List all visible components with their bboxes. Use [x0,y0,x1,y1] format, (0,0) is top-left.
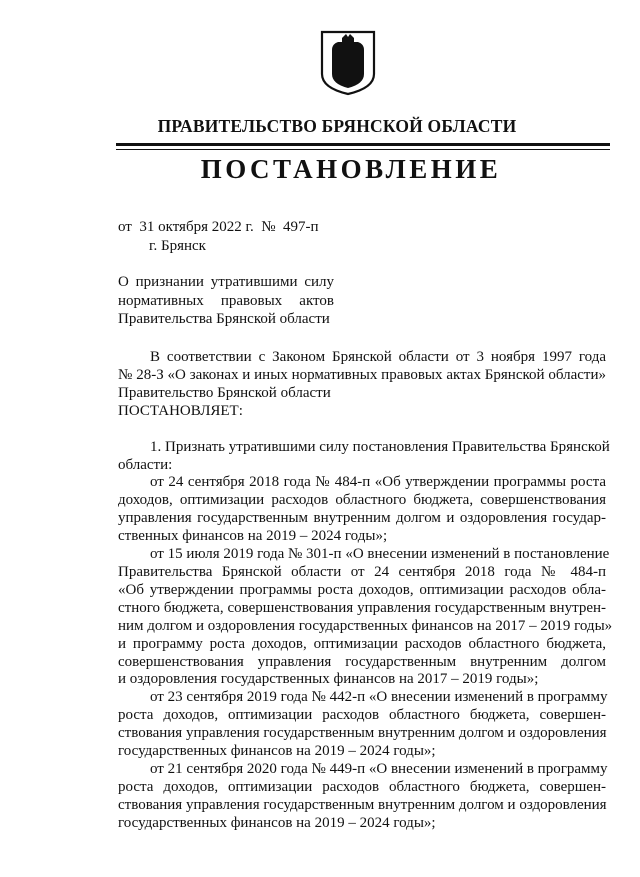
government-title: ПРАВИТЕЛЬСТВО БРЯНСКОЙ ОБЛАСТИ [157,116,517,136]
item-line: роста доходов, оптимизации расходов областного бюджета, совершен- [118,707,606,724]
subject-line: нормативных правовых актов [118,292,334,309]
item-line: от 21 сентября 2020 года № 449-п «О внесении изменений в программу [150,760,608,777]
item-line: от 24 сентября 2018 года № 484-п «Об утверждении программы роста [150,474,606,491]
item-line: ствования управления государственным внутренним долгом и оздоровления [118,796,607,813]
document-type-title: ПОСТАНОВЛЕНИЕ [200,154,502,184]
item-line: государственных финансов на 2019 – 2024 годы»; [118,814,436,831]
document-city: г. Брянск [149,238,206,254]
item-line: от 15 июля 2019 года № 301-п «О внесении изменений в постановление [150,546,610,563]
item-line: ствования управления государственным внутренним долгом и оздоровления [118,725,607,742]
item-line: управления государственным внутренним долгом и оздоровления государ- [118,510,606,527]
item-line: «Об утверждении программы роста доходов, оптимизации расходов обла- [118,581,606,598]
item-line: и программу роста доходов, оптимизации расходов областного бюджета, [118,635,606,652]
item-line: и оздоровления государственных финансов на 2017 – 2019 годы»; [118,671,539,688]
document-subject [118,273,334,329]
item-line: стного бюджета, совершенствования управления государственным внутрен- [118,599,606,616]
item-line: области: [118,456,173,473]
item-line: ственных финансов на 2019 – 2024 годы»; [118,528,388,545]
preamble-decree-word: ПОСТАНОВЛЯЕТ: [118,402,243,419]
item-line: 1. Признать утратившими силу постановления Правительства Брянской [150,438,610,455]
coat-of-arms-emblem [320,30,376,96]
subject-line: О признании утратившими силу [118,274,334,290]
preamble-line: № 28-З «О законах и иных нормативных правовых актах Брянской области» [118,366,606,383]
item-line: от 23 сентября 2019 года № 442-п «О внесении изменений в программу [150,689,608,706]
paragraph-gap [118,421,606,439]
subject-line: Правительства Брянской области [118,311,330,327]
item-line: доходов, оптимизации расходов областного бюджета, совершенствования [118,492,606,509]
item-line: роста доходов, оптимизации расходов областного бюджета, совершен- [118,778,606,795]
item-line: государственных финансов на 2019 – 2024 годы»; [118,743,436,760]
header-rule-thick [116,143,610,146]
item-line: совершенствования управления государственным внутренним долгом [118,653,606,670]
preamble-line: В соответствии с Законом Брянской области от 3 ноября 1997 года [150,349,606,365]
item-line: ним долгом и оздоровления государственных финансов на 2017 – 2019 годы» [118,617,613,634]
document-body [118,349,613,833]
header-rule-thin [116,149,610,150]
item-line: Правительства Брянской области от 24 сентября 2018 года № 484-п [118,563,606,580]
preamble-line: Правительство Брянской области [118,384,331,401]
document-dateline: от 31 октября 2022 г. № 497-п [118,219,319,235]
